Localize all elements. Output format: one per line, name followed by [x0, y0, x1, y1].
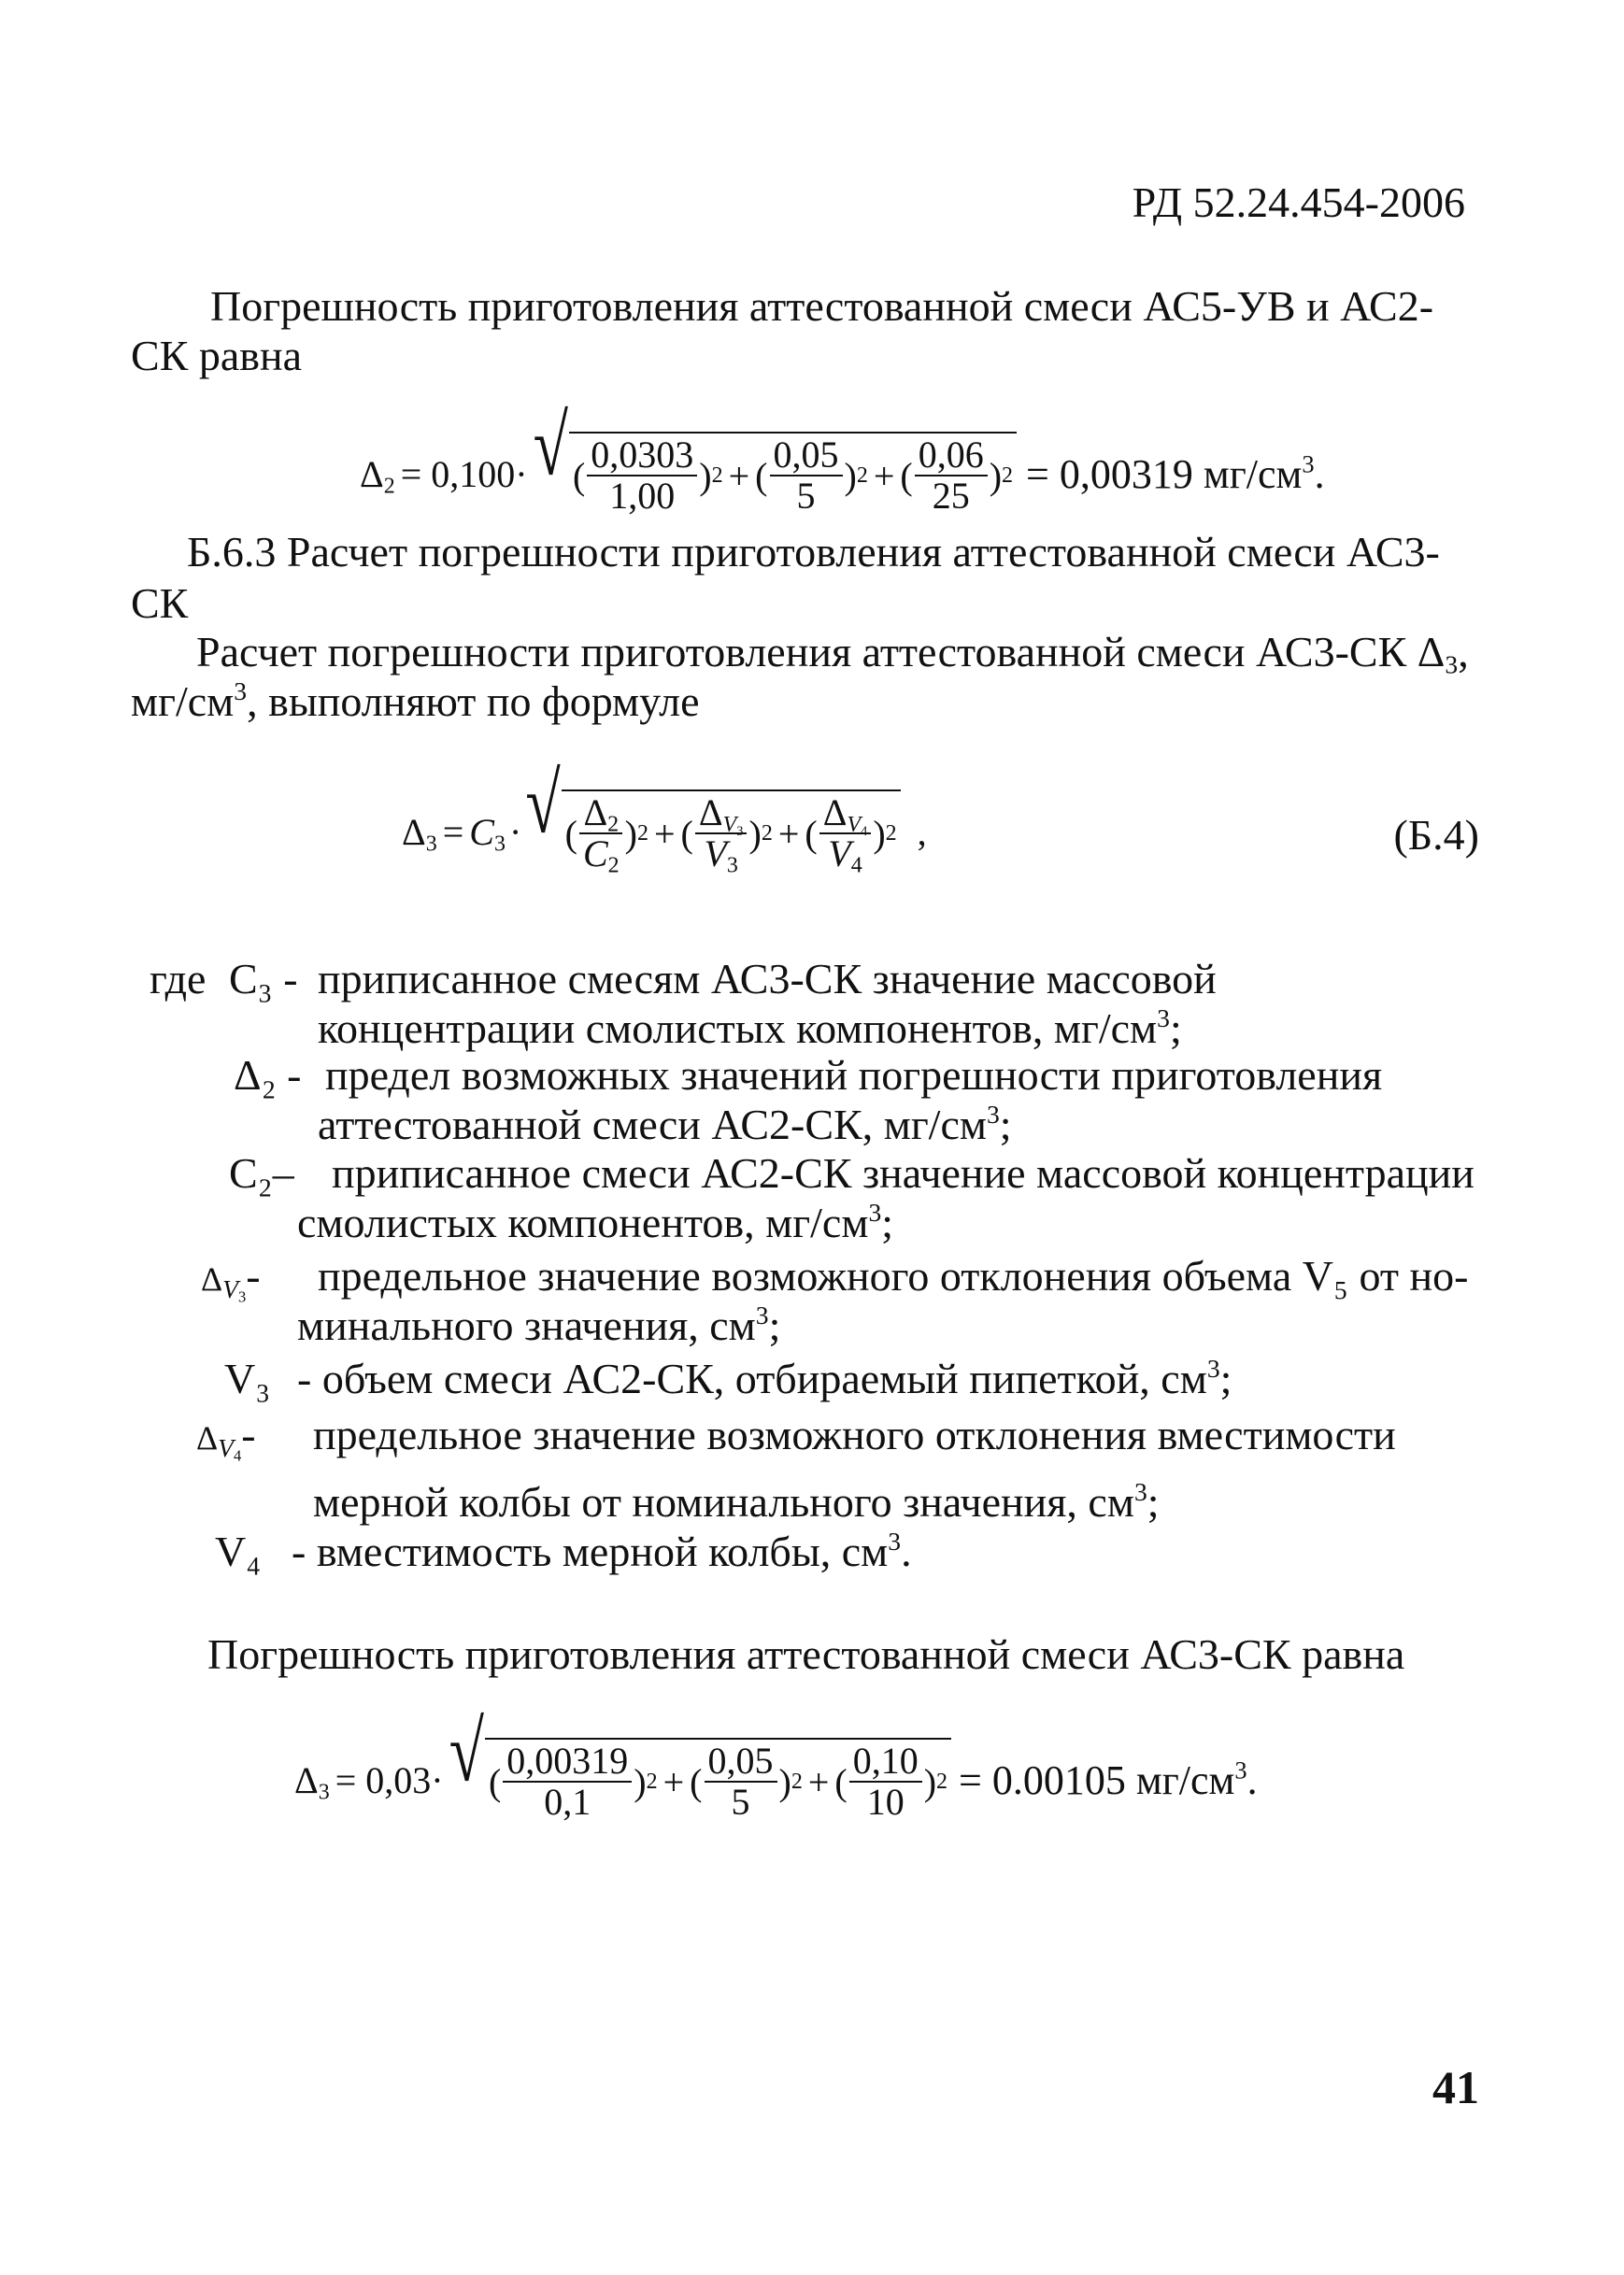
fraction: $\frac{0,10}{10}$ [849, 1742, 922, 1822]
legend-symbol-v4: V₄ [215, 1528, 262, 1575]
legend-text: приписанное смесям АС3-СК значение массовой [318, 955, 1217, 1002]
legend-symbol-c3: C₃ - [229, 955, 298, 1002]
radical-sign: √ [449, 1703, 484, 1799]
legend-symbol-delta-v4: $\Delta_{V_4}-$ [196, 1411, 256, 1465]
legend-symbol-delta-v3: $\Delta_{V_3}-$ [201, 1252, 261, 1306]
eq-mult: = 0,100· [400, 452, 528, 495]
eq-result: = 0,00319 $мг/см^3$. [1026, 449, 1325, 497]
fraction: $\frac{0,0303}{1,00}$ [587, 435, 697, 516]
legend-text: минального значения, $см^3$; [297, 1300, 781, 1349]
sqrt-expression: √ ( $\frac{0,00319}{0,1}$ ) 2 + ( $\frac{0,05}{5}$ ) 2 + ( $\frac{0,10}{10}$ ) 2 [449, 1738, 951, 1822]
document-code: РД 52.24.454-2006 [1132, 178, 1465, 226]
legend-text: приписанное смеси АС2-СК значение массовой концентрации [332, 1149, 1474, 1197]
fraction: $\frac{0,05}{5}$ [705, 1742, 777, 1822]
fraction: $\frac{0,05}{5}$ [770, 435, 843, 516]
fraction: $\frac{\Delta_{V_4}}{V_4}$ [819, 793, 872, 874]
fraction: $\frac{0,06}{25}$ [915, 435, 988, 516]
legend-symbol-delta2: Δ₂ - [234, 1051, 302, 1099]
eq-lhs: $\Delta_3$ [294, 1758, 330, 1805]
legend-text: концентрации смолистых компонентов, $мг/см^3$; [318, 1002, 1182, 1052]
paragraph-error-as5 [210, 282, 1433, 331]
legend-text: предельное значение возможного отклонения объема V₅ от но- [318, 1252, 1469, 1300]
eq-lhs: $\Delta_2$ [360, 452, 395, 499]
eq-c3: $C_3$ [469, 810, 506, 857]
equation-delta2 [360, 397, 1325, 525]
paragraph-line: $мг/см^3$, выполняют по формуле [131, 675, 700, 725]
section-heading-b63-cont: СК [131, 579, 189, 627]
legend-symbol-v3: V₃ [224, 1355, 271, 1402]
equation-b4: $\Delta_3$ = $C_3$ · √ ( $\frac{\Delta_2}{C_2}$ ) 2 + ( $\frac{\Delta_{V_3}}{V_3}$ ) 2 + ( $\frac{\Delta_{V_4}}{V_4}$ ) 2 , [402, 755, 927, 878]
legend-text: предел возможных значений погрешности приготовления [325, 1051, 1383, 1099]
radical-sign: √ [533, 397, 568, 493]
sqrt-expression: √ ( $\frac{0,0303}{1,00}$ ) 2 + ( $\frac{0,05}{5}$ ) 2 + ( $\frac{0,06}{25}$ ) 2 [534, 432, 1017, 516]
fraction: $\frac{\Delta_2}{C_2}$ [579, 793, 623, 874]
equation-label-b4: (Б.4) [1393, 811, 1479, 859]
sqrt-expression: √ ( $\frac{\Delta_2}{C_2}$ ) 2 + ( $\frac{\Delta_{V_3}}{V_3}$ ) 2 + ( $\frac{\Delta_{V_4}}{V_4}$ ) 2 [525, 789, 900, 874]
legend-text: аттестованной смеси АС2-СК, $мг/см^3$; [318, 1099, 1012, 1148]
paragraph-error-as3: Погрешность приготовления аттестованной смеси АС3-СК равна [207, 1630, 1405, 1678]
legend-symbol-c2: C₂– [229, 1149, 294, 1197]
equation-delta3 [294, 1703, 1258, 1836]
legend-text: смолистых компонентов, $мг/см^3$; [297, 1197, 894, 1246]
page-number: 41 [1432, 2061, 1479, 2113]
eq-result: = 0.00105 $мг/см^3$. [959, 1756, 1258, 1803]
section-heading-b63: Б.6.3 Расчет погрешности приготовления аттестованной смеси АС3- [187, 528, 1440, 576]
legend-text: - объем смеси АС2-СК, отбираемый пипеткой, $см^3$; [297, 1353, 1232, 1402]
fraction: $\frac{\Delta_{V_3}}{V_3}$ [695, 793, 748, 874]
radical-sign: √ [525, 755, 561, 851]
legend-text: мерной колбы от номинального значения, $см^3$; [313, 1476, 1160, 1526]
legend-text: - вместимость мерной колбы, $см^3$. [292, 1526, 912, 1575]
paragraph-line: Расчет погрешности приготовления аттестованной смеси АС3-СК $\Delta_3$, [196, 628, 1469, 679]
legend-text: предельное значение возможного отклонения вместимости [313, 1411, 1396, 1458]
fraction: $\frac{0,00319}{0,1}$ [503, 1742, 632, 1822]
eq-mult: = 0,03· [335, 1758, 444, 1801]
legend-intro: где [150, 955, 207, 1002]
paragraph-line: Погрешность приготовления аттестованной смеси АС5-УВ и АС2- [210, 282, 1434, 330]
eq-lhs: $\Delta_3$ [402, 810, 437, 857]
paragraph-line: СК равна [131, 332, 303, 379]
